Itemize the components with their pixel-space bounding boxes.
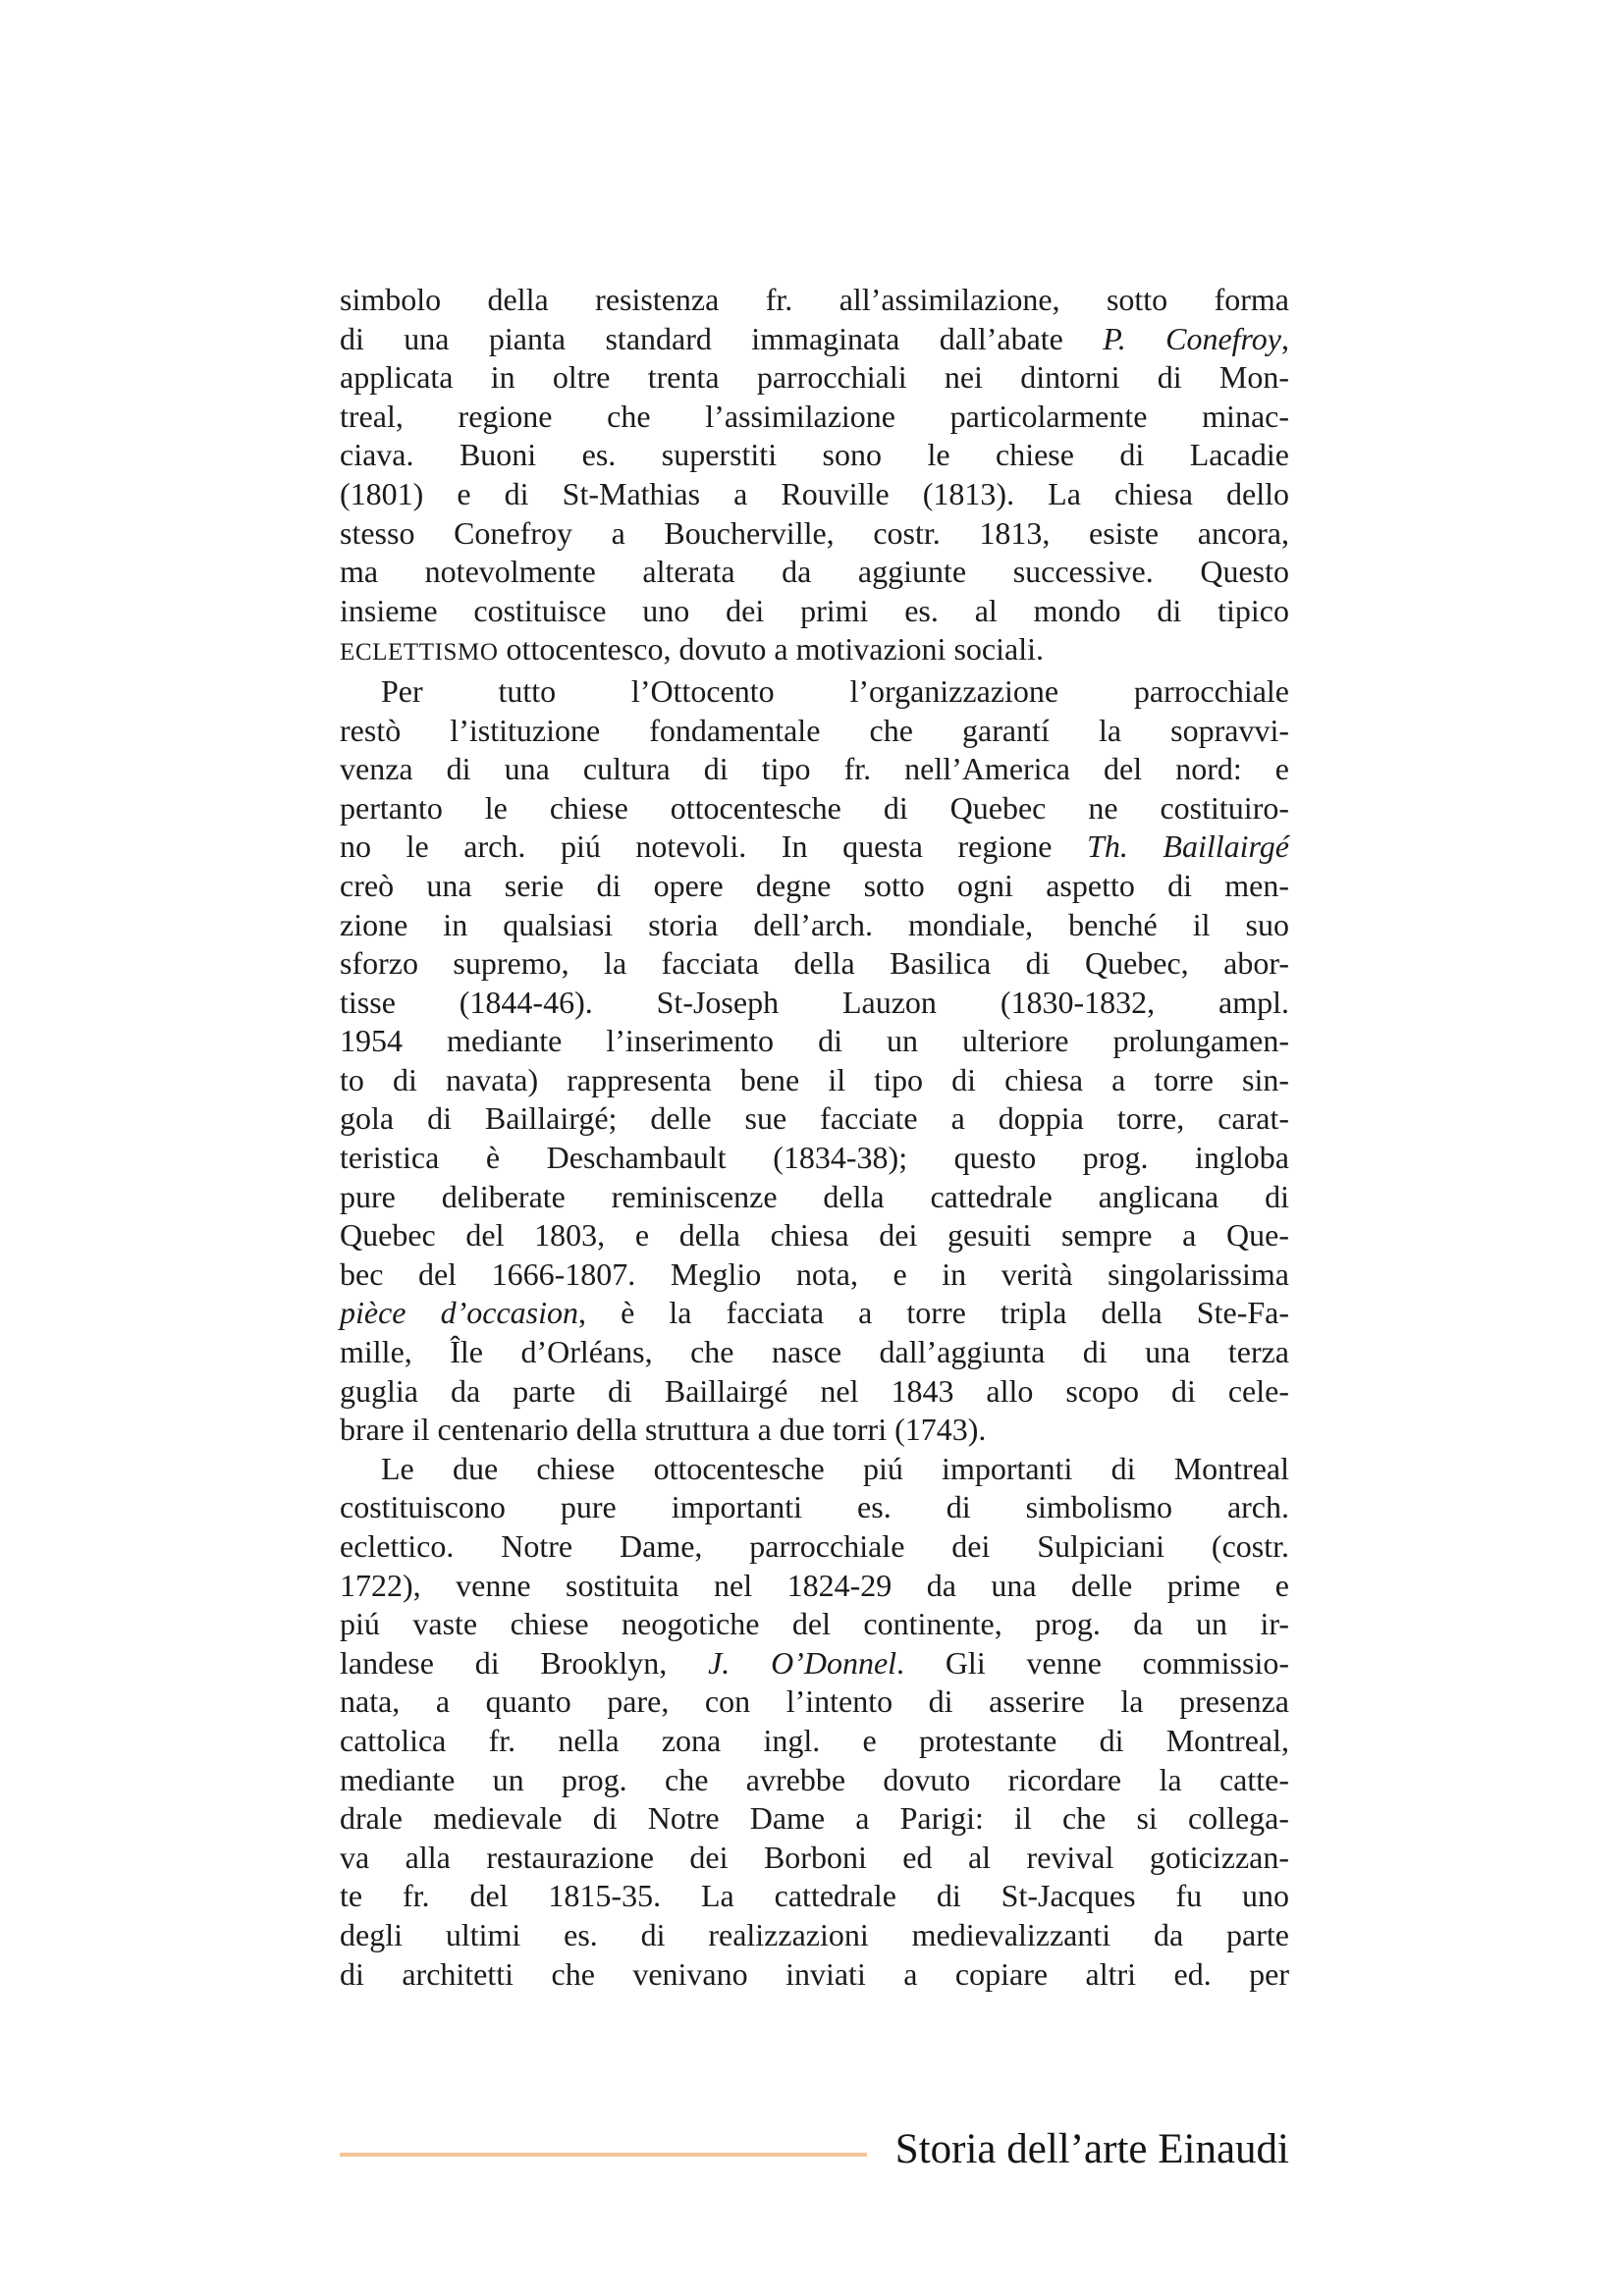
text-line <box>340 1955 1289 1995</box>
text-line <box>340 672 1289 712</box>
text-run: mediante un prog. che avrebbe dovuto ricordare la catte- <box>340 1761 1289 1797</box>
text-line <box>340 984 1289 1023</box>
text-run: simbolo della resistenza fr. all’assimilazione, sotto forma <box>340 282 1289 317</box>
text-line <box>340 944 1289 984</box>
text-run: . Gli venne commissio- <box>896 1644 1289 1681</box>
text-line <box>340 1722 1289 1761</box>
text-line <box>340 1450 1289 1489</box>
text-run: pure deliberate reminiscenze della cattedrale anglicana di <box>340 1178 1289 1214</box>
text-run: nata, a quanto pare, con l’intento di asserire la presenza <box>340 1683 1289 1720</box>
text-line <box>340 1761 1289 1800</box>
text-line <box>340 1839 1289 1878</box>
text-line <box>340 1216 1289 1255</box>
text-run: 1722), venne sostituita nel 1824-29 da una delle prime e <box>340 1567 1289 1603</box>
text-line <box>340 514 1289 554</box>
text-run: guglia da parte di Baillairgé nel 1843 allo scopo di cele- <box>340 1372 1289 1409</box>
text-line <box>340 1061 1289 1100</box>
text-run: Quebec del 1803, e della chiesa dei gesuiti sempre a Que- <box>340 1217 1289 1254</box>
text-run: to di navata) rappresenta bene il tipo di chiesa a torre sin- <box>340 1061 1289 1097</box>
text-run: Le due chiese ottocentesche piú importanti di Montreal <box>381 1450 1289 1486</box>
text-run: te fr. del 1815-35. La cattedrale di St-Jacques fu uno <box>340 1878 1289 1914</box>
text-line <box>340 1178 1289 1217</box>
text-run-italic: Th. Baillairgé <box>1087 828 1289 865</box>
text-line <box>340 1294 1289 1333</box>
text-line <box>340 1799 1289 1839</box>
text-line <box>340 320 1289 359</box>
text-line <box>340 750 1289 789</box>
text-run: , è la facciata a torre tripla della Ste-Fa- <box>578 1295 1290 1331</box>
text-run: , <box>1281 320 1290 356</box>
text-run: gola di Baillairgé; delle sue facciate a doppia torre, carat- <box>340 1100 1289 1137</box>
text-line <box>340 867 1289 906</box>
text-run: ma notevolmente alterata da aggiunte successive. Questo <box>340 554 1289 590</box>
text-run-italic: J. O’Donnel <box>708 1644 897 1681</box>
text-line <box>340 281 1289 320</box>
text-line <box>340 1022 1289 1061</box>
text-run: 1954 mediante l’inserimento di un ulteriore prolungamen- <box>340 1023 1289 1059</box>
text-run: applicata in oltre trenta parrocchiali nei dintorni di Mon- <box>340 359 1289 396</box>
text-line <box>340 1916 1289 1955</box>
text-line <box>340 1877 1289 1916</box>
text-run: zione in qualsiasi storia dell’arch. mondiale, benché il suo <box>340 906 1289 942</box>
text-line <box>340 1372 1289 1412</box>
text-run: pertanto le chiese ottocentesche di Quebec ne costituiro- <box>340 789 1289 826</box>
text-run: tisse (1844-46). St-Joseph Lauzon (1830-1832, ampl. <box>340 984 1289 1020</box>
text-run: landese di Brooklyn, <box>340 1644 709 1681</box>
text-run-italic: P. Conefroy <box>1103 320 1282 356</box>
text-line <box>340 1488 1289 1527</box>
text-line <box>340 358 1289 398</box>
text-line <box>340 789 1289 828</box>
text-run-italic: pièce d’occasion <box>340 1295 578 1331</box>
text-line <box>340 1333 1289 1372</box>
text-line <box>340 1682 1289 1722</box>
text-run: insieme costituisce uno dei primi es. al mondo di tipico <box>340 592 1289 628</box>
text-run: di architetti che venivano inviati a copiare altri ed. per <box>340 1955 1289 1992</box>
text-run: drale medievale di Notre Dame a Parigi: il che si collega- <box>340 1800 1289 1837</box>
text-line <box>340 906 1289 945</box>
text-line <box>340 398 1289 437</box>
text-line <box>340 1605 1289 1644</box>
text-run: sforzo supremo, la facciata della Basilica di Quebec, abor- <box>340 945 1289 982</box>
text-line <box>340 1255 1289 1295</box>
text-run: costituiscono pure importanti es. di simbolismo arch. <box>340 1489 1289 1525</box>
text-line <box>340 553 1289 592</box>
text-run: va alla restaurazione dei Borboni ed al revival goticizzan- <box>340 1839 1289 1875</box>
text-run: piú vaste chiese neogotiche del continente, prog. da un ir- <box>340 1606 1289 1642</box>
text-run: degli ultimi es. di realizzazioni medievalizzanti da parte <box>340 1916 1289 1952</box>
text-run: Per tutto l’Ottocento l’organizzazione parrocchiale <box>381 672 1289 709</box>
text-run: treal, regione che l’assimilazione particolarmente minac- <box>340 398 1289 434</box>
text-run: stesso Conefroy a Boucherville, costr. 1813, esiste ancora, <box>340 514 1289 551</box>
text-line <box>340 630 1289 672</box>
footer-rule <box>340 2153 867 2157</box>
text-run-smallcaps: ECLETTISMO <box>340 639 499 667</box>
text-run: eclettico. Notre Dame, parrocchiale dei Sulpiciani (costr. <box>340 1528 1289 1564</box>
text-run: teristica è Deschambault (1834-38); questo prog. ingloba <box>340 1140 1289 1176</box>
text-run: restò l’istituzione fondamentale che garantí la sopravvi- <box>340 712 1289 748</box>
text-run: ottocentesco, dovuto a motivazioni sociali. <box>498 631 1044 667</box>
text-line <box>340 1567 1289 1606</box>
text-run: mille, Île d’Orléans, che nasce dall’aggiunta di una terza <box>340 1334 1289 1370</box>
text-line <box>340 1411 1289 1450</box>
text-line <box>340 1139 1289 1178</box>
imprint-label: Storia dell’arte Einaudi <box>894 2126 1289 2172</box>
text-run: no le arch. piú notevoli. In questa regione <box>340 828 1088 865</box>
text-run: (1801) e di St-Mathias a Rouville (1813). La chiesa dello <box>340 475 1289 511</box>
text-run: di una pianta standard immaginata dall’abate <box>340 320 1104 356</box>
text-line <box>340 1644 1289 1683</box>
text-run: venza di una cultura di tipo fr. nell’America del nord: e <box>340 751 1289 787</box>
text-run: bec del 1666-1807. Meglio nota, e in verità singolarissima <box>340 1255 1289 1292</box>
text-line <box>340 1099 1289 1139</box>
text-run: creò una serie di opere degne sotto ogni aspetto di men- <box>340 867 1289 903</box>
text-line <box>340 1527 1289 1567</box>
text-block <box>340 281 1289 1994</box>
text-line <box>340 712 1289 751</box>
text-run: ciava. Buoni es. superstiti sono le chiese di Lacadie <box>340 437 1289 473</box>
text-line <box>340 436 1289 475</box>
text-run: cattolica fr. nella zona ingl. e protestante di Montreal, <box>340 1722 1289 1758</box>
text-line <box>340 828 1289 867</box>
text-line <box>340 592 1289 631</box>
text-line <box>340 475 1289 514</box>
text-run: brare il centenario della struttura a due torri (1743). <box>340 1412 987 1448</box>
